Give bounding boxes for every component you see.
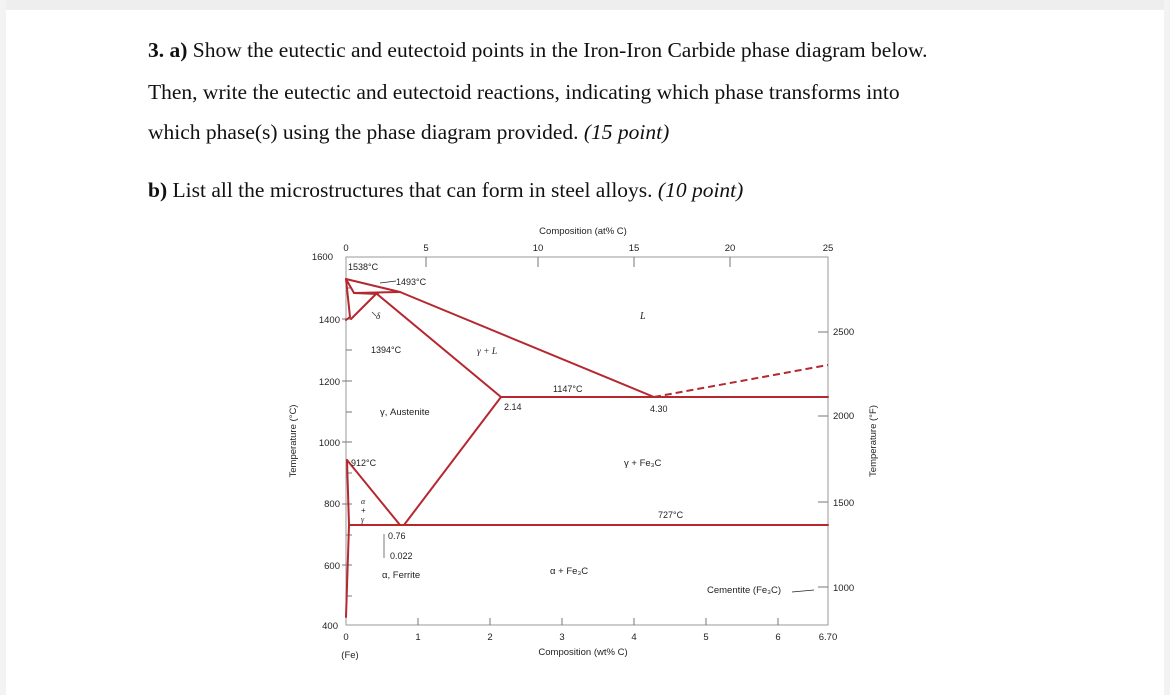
left-tick-label-400: 400 xyxy=(322,621,338,632)
question-a-text-1: Show the eutectic and eutectoid points in the Iron-Iron Carbide phase diagram below. xyxy=(187,38,928,62)
bottom-tick-label-6-70: 6.70 xyxy=(818,632,838,643)
top-tick-label-20: 20 xyxy=(724,243,736,254)
top-axis-title: Composition (at% C) xyxy=(539,226,627,237)
question-a-text-2: Then, write the eutectic and eutectoid reactions, indicating which phase transforms into xyxy=(148,80,900,104)
top-tick-label-15: 15 xyxy=(628,243,640,254)
left-tick-label-1400: 1400 xyxy=(318,315,340,326)
bottom-tick-label-4: 4 xyxy=(631,632,637,643)
label-delta-phase: δ xyxy=(376,311,381,321)
right-axis-title: Temperature (°F) xyxy=(868,405,879,477)
left-tick-label-600: 600 xyxy=(324,561,340,572)
right-tick-label-1000: 1000 xyxy=(833,583,855,594)
label-liquid: L xyxy=(640,311,646,322)
alpha-gamma-boundary xyxy=(347,460,349,525)
question-a-line-3 xyxy=(148,120,669,145)
cementite-liquidus-dashed xyxy=(654,365,828,397)
right-tick-label-1500: 1500 xyxy=(833,498,855,509)
label-0-022: 0.022 xyxy=(390,551,413,561)
label-1538c: 1538°C xyxy=(348,262,379,272)
question-a-label: 3. a) xyxy=(148,38,188,62)
bottom-tick-label-0: 0 xyxy=(343,632,349,643)
right-axis-ticks xyxy=(818,332,828,587)
top-tick-label-25: 25 xyxy=(822,243,834,254)
delta-gamma-boundary xyxy=(351,294,376,319)
bottom-tick-label-2: 2 xyxy=(487,632,493,643)
label-alpha-gamma-plus: + xyxy=(361,506,366,515)
top-tick-label-5: 5 xyxy=(423,243,429,254)
left-tick-label-1000: 1000 xyxy=(318,438,340,449)
bottom-axis-ticks xyxy=(418,618,778,625)
question-a-text-3: which phase(s) using the phase diagram provided. xyxy=(148,120,584,144)
right-tick-label-2000: 2000 xyxy=(833,411,855,422)
label-gamma-plus-cementite: γ + Fe₃C xyxy=(624,458,662,469)
left-tick-label-1600: 1600 xyxy=(311,252,333,263)
left-tick-label-800: 800 xyxy=(324,499,340,510)
label-alpha-gamma-alpha: α xyxy=(361,497,366,506)
iron-carbide-phase-diagram xyxy=(280,222,879,667)
bottom-fe-label: (Fe) xyxy=(341,650,359,661)
top-tick-label-10: 10 xyxy=(532,243,544,254)
top-tick-label-0: 0 xyxy=(343,243,349,254)
label-austenite: γ, Austenite xyxy=(380,407,430,418)
question-b-text: List all the microstructures that can form in steel alloys. xyxy=(167,178,658,202)
a3-line xyxy=(347,460,400,525)
label-4-30: 4.30 xyxy=(650,404,668,414)
right-tick-label-2500: 2500 xyxy=(833,327,855,338)
label-1493c: 1493°C xyxy=(396,277,427,287)
bottom-tick-label-3: 3 xyxy=(559,632,565,643)
liquidus-to-peritectic xyxy=(346,279,400,292)
label-727c: 727°C xyxy=(658,510,684,520)
left-edge-shadow xyxy=(0,0,6,695)
label-912c: 912°C xyxy=(351,458,377,468)
bottom-tick-label-5: 5 xyxy=(703,632,709,643)
label-1394c: 1394°C xyxy=(371,345,402,355)
label-gamma-plus-liquid: γ + L xyxy=(477,347,498,357)
top-edge-shadow xyxy=(0,0,1170,10)
leader-1493c xyxy=(380,281,396,283)
label-0-76: 0.76 xyxy=(388,531,406,541)
label-alpha-gamma-gamma: γ xyxy=(361,515,365,524)
left-axis-ticks xyxy=(342,288,352,596)
top-axis-ticks xyxy=(426,257,730,267)
peritectic-line xyxy=(354,292,400,293)
bottom-axis-title: Composition (wt% C) xyxy=(538,647,628,658)
right-edge-shadow xyxy=(1164,0,1170,695)
left-tick-label-1200: 1200 xyxy=(318,377,340,388)
question-a-line-2 xyxy=(148,80,900,105)
label-2-14: 2.14 xyxy=(504,402,522,412)
label-ferrite: α, Ferrite xyxy=(382,570,421,581)
question-a-line-1 xyxy=(148,38,928,63)
label-1147c: 1147°C xyxy=(553,384,583,394)
label-alpha-plus-cementite: α + Fe₃C xyxy=(550,566,589,577)
label-cementite: Cementite (Fe₃C) xyxy=(707,585,782,596)
bottom-tick-label-6: 6 xyxy=(775,632,781,643)
question-b-line xyxy=(148,178,743,203)
leader-cementite xyxy=(792,590,814,592)
question-a-points: (15 point) xyxy=(583,120,670,144)
question-b-points: (10 point) xyxy=(657,178,744,202)
bottom-tick-label-1: 1 xyxy=(415,632,421,643)
left-axis-title: Temperature (°C) xyxy=(288,404,299,478)
question-b-label: b) xyxy=(148,178,168,202)
